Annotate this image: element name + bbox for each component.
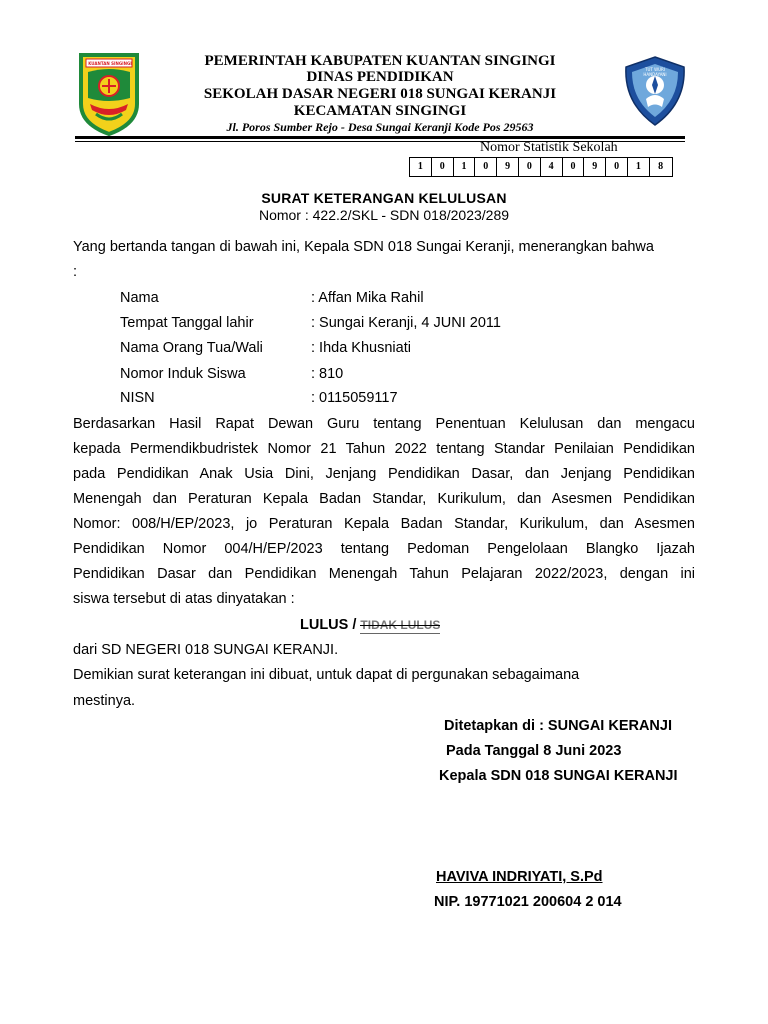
- graduation-status: [300, 617, 440, 633]
- nis-label: Nomor Induk Siswa: [120, 366, 246, 382]
- signature-position: Kepala SDN 018 SUNGAI KERANJI: [439, 768, 678, 784]
- status-fail-struck: TIDAK LULUS: [360, 618, 441, 632]
- body-line: Berdasarkan Hasil Rapat Dewan Guru tentang Penentuan Kelulusan dan mengacu: [73, 416, 695, 432]
- signatory-nip: NIP. 19771021 200604 2 014: [434, 894, 622, 910]
- signature-date: Pada Tanggal 8 Juni 2023: [446, 743, 622, 759]
- letterhead-line-3: SEKOLAH DASAR NEGERI 018 SUNGAI KERANJI: [203, 86, 557, 102]
- nss-digit: 9: [584, 158, 606, 176]
- regency-logo-text: KUANTAN SINGINGI: [88, 61, 132, 66]
- nama-label: Nama: [120, 290, 159, 306]
- nis-value: : 810: [311, 366, 344, 382]
- nss-digit: 1: [410, 158, 432, 176]
- nisn-value: : 0115059117: [311, 390, 398, 406]
- nisn-label: NISN: [120, 390, 155, 406]
- intro-line-2: :: [73, 264, 78, 280]
- nss-digit: 0: [606, 158, 628, 176]
- nss-digit: 0: [563, 158, 585, 176]
- body-line: kepada Permendikbudristek Nomor 21 Tahun 2022 tentang Standar Penilaian Pendidikan: [73, 441, 695, 457]
- nss-digit: 0: [432, 158, 454, 176]
- body-line: Pendidikan Dasar dan Pendidikan Menengah Tahun Pelajaran 2022/2023, dengan ini: [73, 566, 695, 582]
- nss-digit: 0: [475, 158, 497, 176]
- nss-digit: 4: [541, 158, 563, 176]
- nss-digit-boxes: [409, 157, 673, 177]
- parent-label: Nama Orang Tua/Wali: [120, 340, 263, 356]
- signature-place: Ditetapkan di : SUNGAI KERANJI: [444, 718, 672, 734]
- status-pass: LULUS /: [300, 617, 357, 633]
- nss-digit: 1: [628, 158, 650, 176]
- body-paragraph: [73, 412, 695, 612]
- regency-logo: [78, 52, 140, 136]
- tut-wuri-handayani-logo: [622, 55, 688, 127]
- body-line: Pendidikan Nomor 004/H/EP/2023 tentang Pedoman Pengelolaan Blangko Ijazah: [73, 541, 695, 557]
- ttl-value: : Sungai Keranji, 4 JUNI 2011: [311, 315, 501, 331]
- letterhead-line-4: KECAMATAN SINGINGI: [293, 103, 467, 119]
- nama-value: : Affan Mika Rahil: [311, 290, 424, 306]
- ttl-label: Tempat Tanggal lahir: [120, 315, 254, 331]
- document-number: Nomor : 422.2/SKL - SDN 018/2023/289: [258, 207, 510, 223]
- signatory-name: HAVIVA INDRIYATI, S.Pd: [436, 869, 603, 885]
- document-title: SURAT KETERANGAN KELULUSAN: [261, 190, 507, 206]
- tut-wuri-handayani-text: TUT WURI HANDAYANI: [643, 67, 667, 77]
- letterhead-line-2: DINAS PENDIDIKAN: [306, 69, 454, 85]
- nss-label: Nomor Statistik Sekolah: [480, 140, 618, 155]
- closing-line-2: mestinya.: [73, 693, 136, 709]
- intro-line-1: Yang bertanda tangan di bawah ini, Kepala SDN 018 Sungai Keranji, menerangkan bahwa: [73, 239, 654, 255]
- body-line: pada Pendidikan Anak Usia Dini, Jenjang Pendidikan Dasar, dan Jenjang Pendidikan: [73, 466, 695, 482]
- nss-digit: 0: [519, 158, 541, 176]
- closing-line-1: Demikian surat keterangan ini dibuat, untuk dapat di pergunakan sebagaimana: [73, 667, 580, 683]
- body-line: Nomor: 008/H/EP/2023, jo Peraturan Kepala Badan Standar, Kurikulum, dan Asesmen: [73, 516, 695, 532]
- parent-value: : Ihda Khusniati: [311, 340, 411, 356]
- school-line: dari SD NEGERI 018 SUNGAI KERANJI.: [73, 642, 339, 658]
- letterhead-address: Jl. Poros Sumber Rejo - Desa Sungai Keranji Kode Pos 29563: [226, 120, 534, 134]
- nss-digit: 9: [497, 158, 519, 176]
- body-line: Menengah dan Peraturan Kepala Badan Standar, Kurikulum, dan Asesmen Pendidikan: [73, 491, 695, 507]
- nss-digit: 1: [454, 158, 476, 176]
- nss-digit: 8: [658, 161, 664, 172]
- letterhead-line-1: PEMERINTAH KABUPATEN KUANTAN SINGINGI: [204, 53, 556, 69]
- letterhead-rule-thick: [75, 136, 685, 139]
- body-line: siswa tersebut di atas dinyatakan :: [73, 591, 295, 607]
